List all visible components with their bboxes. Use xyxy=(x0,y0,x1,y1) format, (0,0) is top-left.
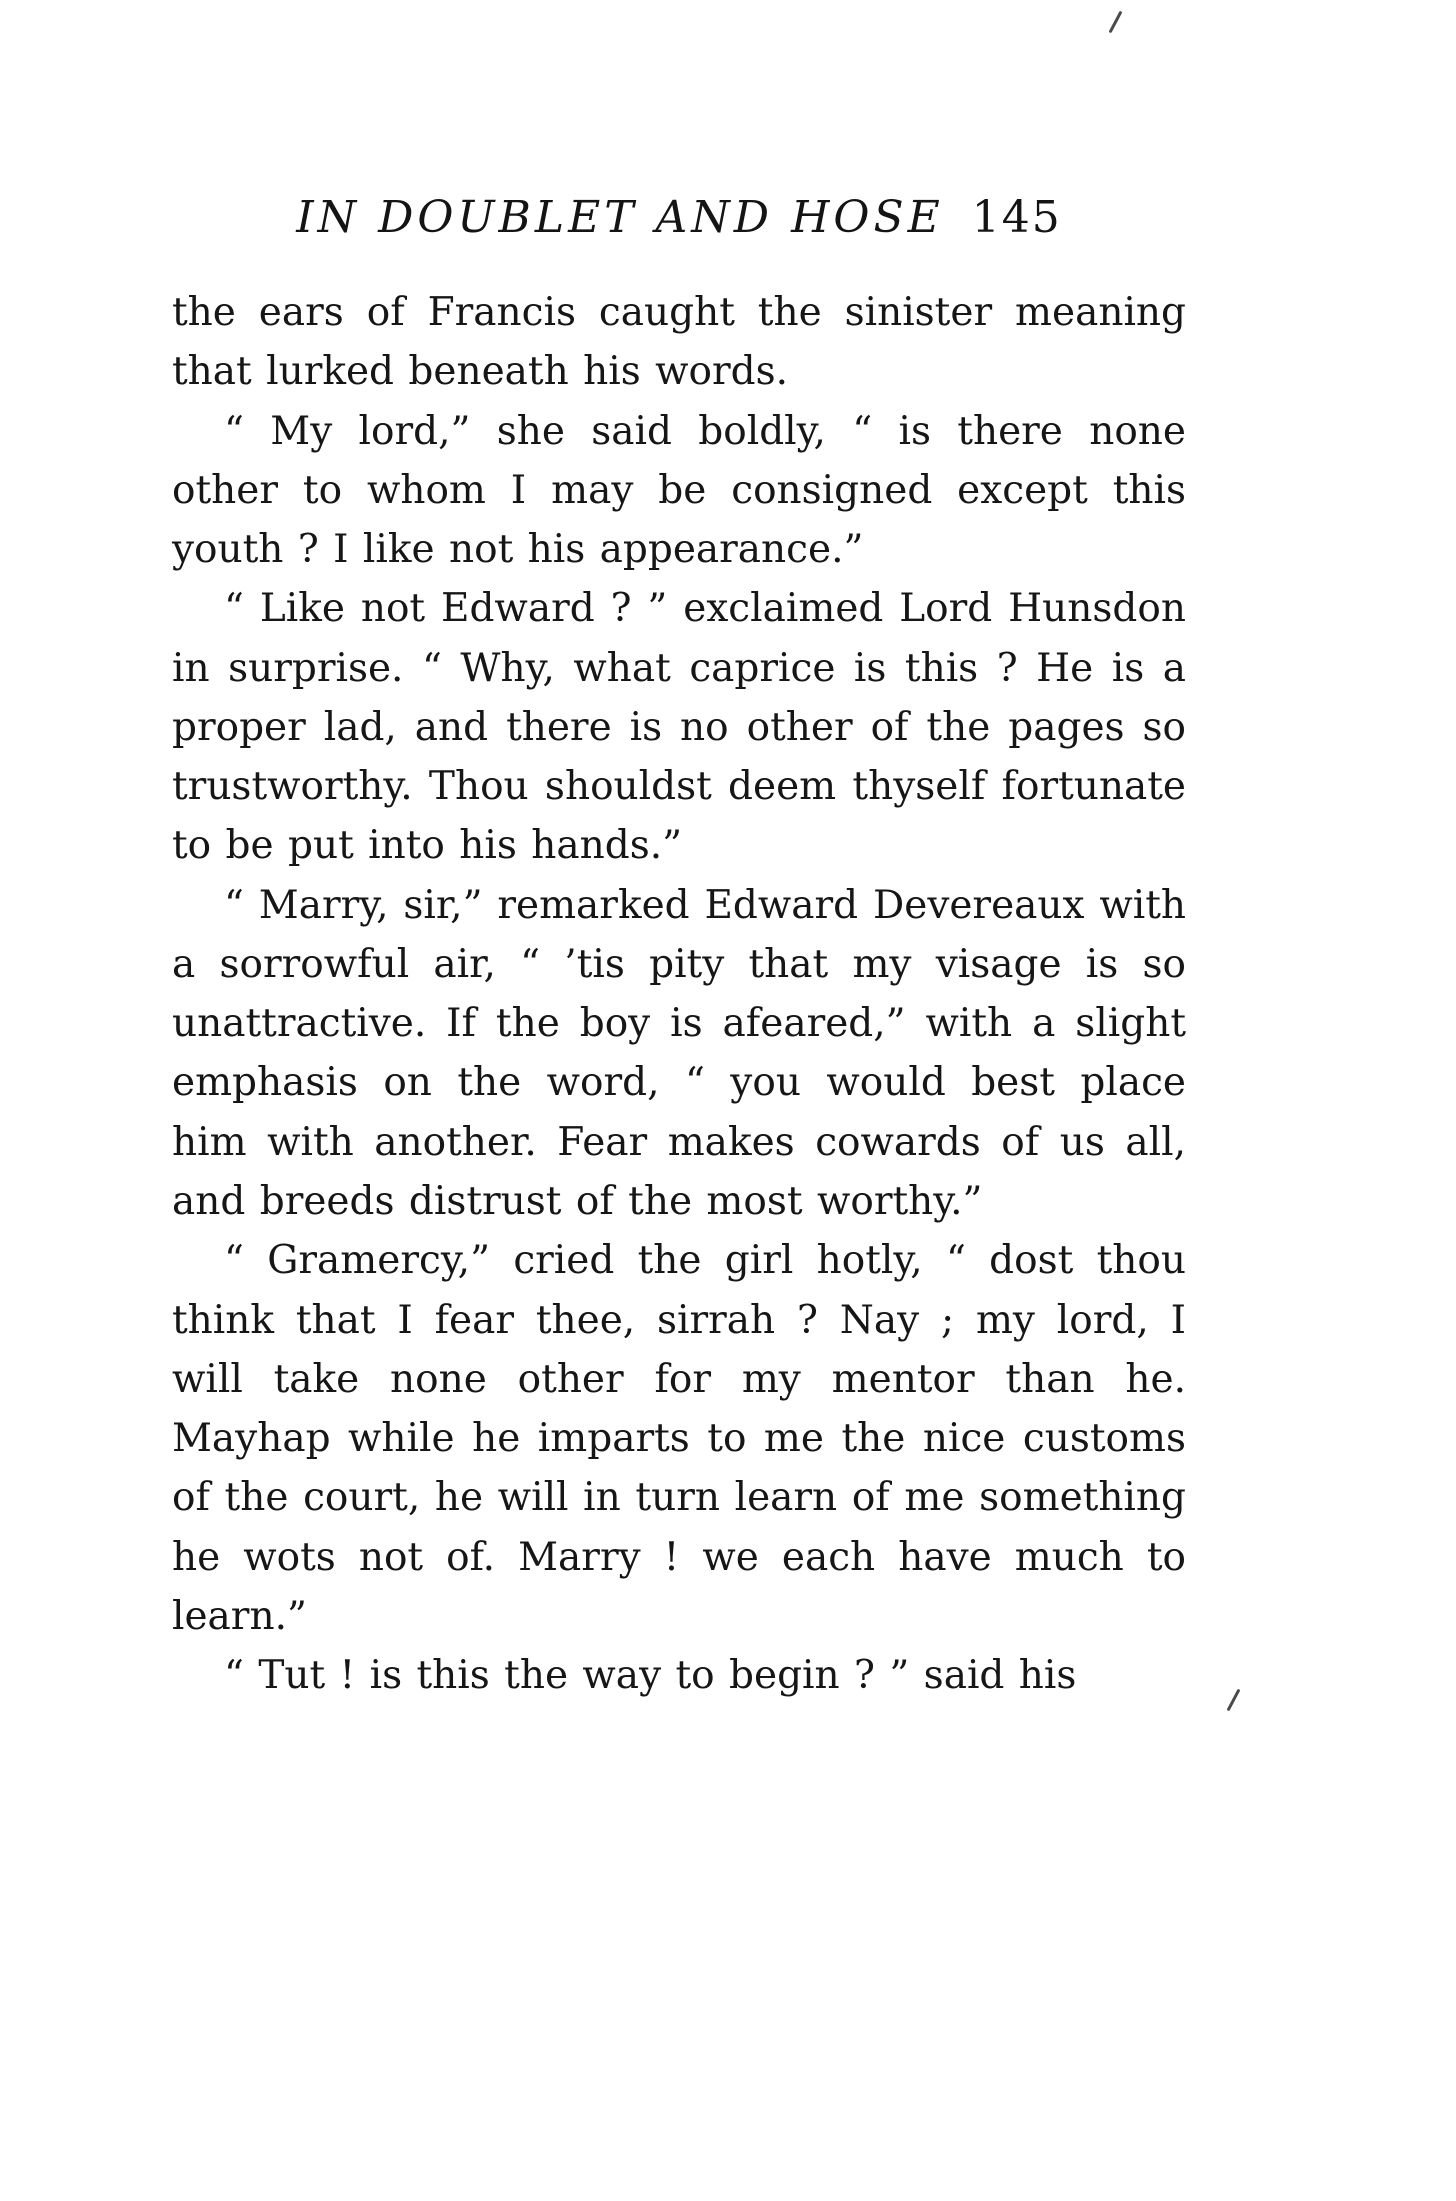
running-head xyxy=(172,192,1186,243)
page-number: 145 xyxy=(971,192,1062,243)
paragraph: “ My lord,” she said boldly, “ is there none other to whom I may be consigned except this youth ? I like not his appearance.” xyxy=(172,408,1186,573)
paragraph: “ Tut ! is this the way to begin ? ” said his xyxy=(224,1653,1077,1699)
page-text-block xyxy=(172,192,1186,1705)
paragraph: “ Gramercy,” cried the girl hotly, “ dost thou think that I fear thee, sirrah ? Nay ; my lord, I will take none other for my mentor than he. Mayhap while he imparts to me the nice customs of the court, he will in turn learn of me something he wots not of. Marry ! we each have much to learn.” xyxy=(172,1238,1186,1639)
paragraph: “ Marry, sir,” remarked Edward Devereaux with a sorrowful air, “ ’tis pity that my visage is so unattractive. If the boy is afeared,” with a slight emphasis on the word, “ you would best place him with another. Fear makes cowards of us all, and breeds distrust of the most worthy.” xyxy=(172,882,1186,1224)
stray-pen-mark-icon xyxy=(1109,11,1123,34)
paragraph: “ Like not Edward ? ” exclaimed Lord Hunsdon in surprise. “ Why, what caprice is this ? He is a proper lad, and there is no other of the pages so trustworthy. Thou shouldst deem thyself fortunate to be put into his hands.” xyxy=(172,586,1186,869)
stray-pen-mark-icon xyxy=(1227,1689,1241,1712)
paragraph: the ears of Francis caught the sinister meaning that lurked beneath his words. xyxy=(172,290,1186,395)
page-body xyxy=(172,283,1186,1705)
page-header-title: IN DOUBLET AND HOSE xyxy=(296,192,944,243)
